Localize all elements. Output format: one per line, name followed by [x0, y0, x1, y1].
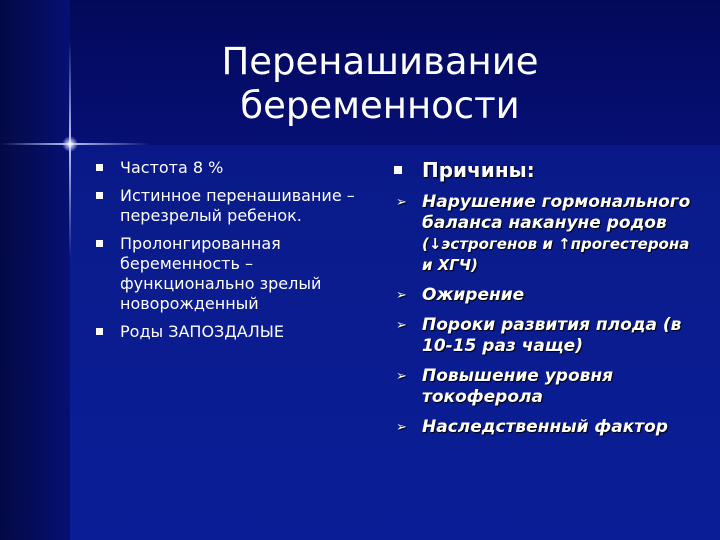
list-item — [394, 285, 694, 306]
square-bullet-icon — [394, 166, 402, 174]
list-item — [394, 192, 694, 276]
right-column — [394, 158, 694, 447]
list-item — [96, 186, 366, 226]
list-item — [394, 315, 694, 357]
arrow-bullet-icon: ➢ — [396, 369, 407, 384]
causes-heading — [394, 158, 694, 182]
title-line-1: Перенашивание — [221, 40, 539, 83]
left-bullet-list — [96, 158, 366, 342]
square-bullet-icon — [96, 240, 103, 247]
square-bullet-icon — [96, 164, 103, 171]
list-item-text: Истинное перенашивание – перезрелый ребенок. — [120, 186, 355, 225]
arrow-bullet-icon: ➢ — [396, 318, 407, 333]
left-column — [96, 158, 366, 350]
cause-malformations: Пороки развития плода (в 10-15 раз чаще) — [422, 315, 682, 356]
arrow-bullet-icon: ➢ — [396, 195, 407, 210]
causes-list — [394, 192, 694, 438]
list-item — [394, 417, 694, 438]
square-bullet-icon — [96, 328, 103, 335]
arrow-bullet-icon: ➢ — [396, 288, 407, 303]
causes-heading-text: Причины: — [422, 158, 535, 182]
title-line-2: беременности — [240, 84, 520, 127]
cause-hormonal-detail: (↓эстрогенов и ↑прогестерона и ХГЧ) — [422, 235, 690, 274]
cause-hormonal: Нарушение гормонального баланса накануне родов — [422, 192, 691, 233]
cause-tocopherol: Повышение уровня токоферола — [422, 366, 614, 407]
square-bullet-icon — [96, 192, 103, 199]
slide-title — [100, 40, 660, 128]
list-item — [96, 158, 366, 178]
list-item-text: Пролонгированная беременность – функционально зрелый новорожденный — [120, 234, 322, 313]
list-item — [96, 322, 366, 342]
cause-obesity: Ожирение — [422, 285, 525, 305]
left-band — [0, 0, 70, 540]
list-item-text: Роды ЗАПОЗДАЛЫЕ — [120, 322, 285, 341]
arrow-bullet-icon: ➢ — [396, 420, 407, 435]
star-flare-icon — [62, 136, 78, 152]
cause-hereditary: Наследственный фактор — [422, 417, 668, 437]
list-item-text: Частота 8 % — [120, 158, 224, 177]
list-item — [96, 234, 366, 314]
list-item — [394, 366, 694, 408]
